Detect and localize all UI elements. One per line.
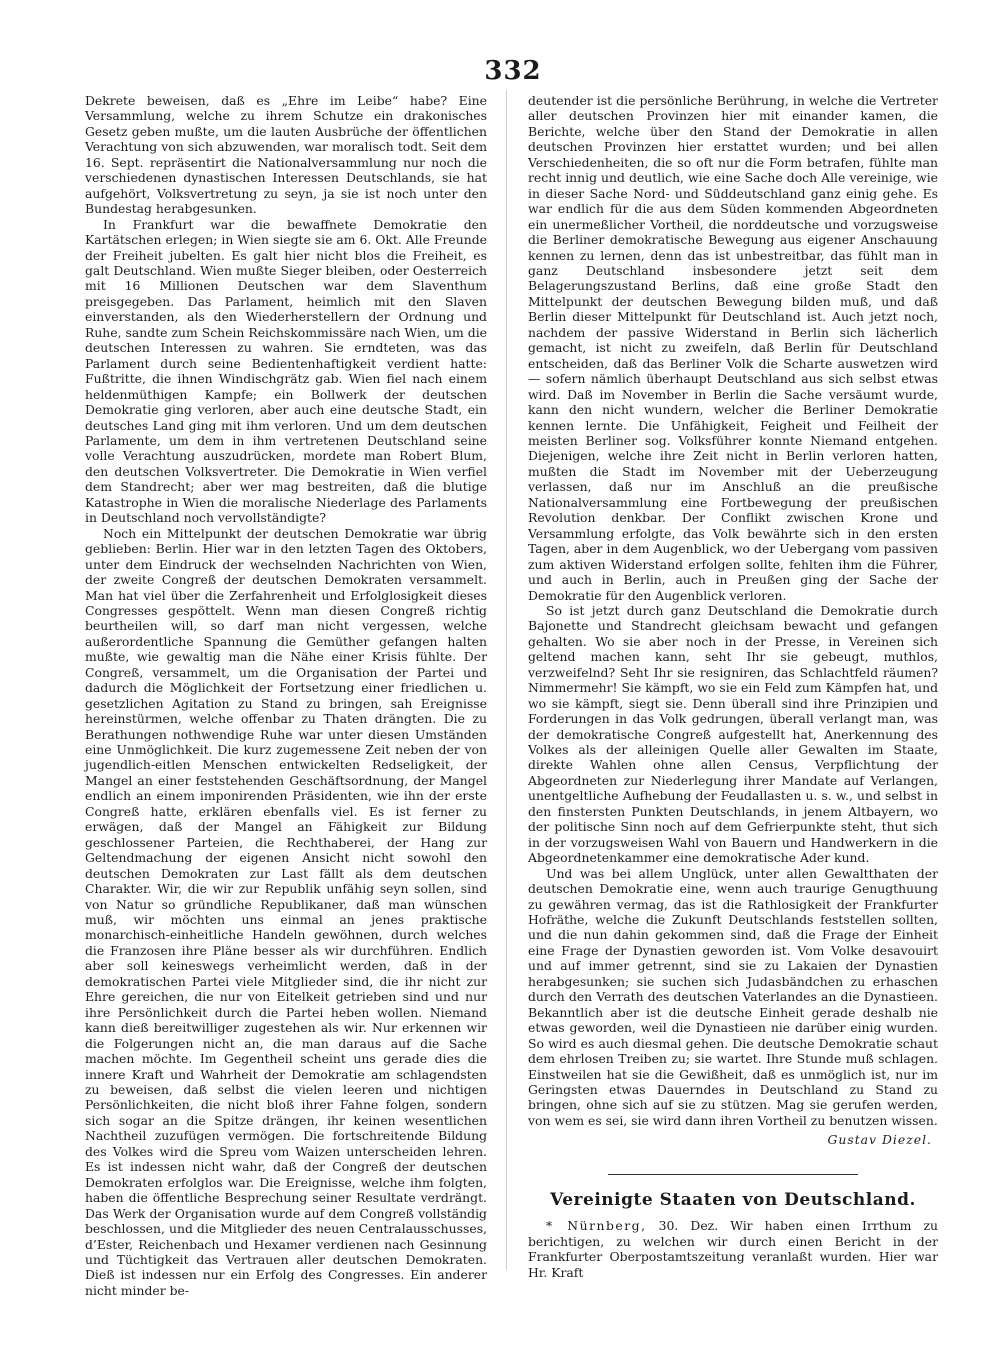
right-column (528, 93, 938, 1280)
dateline-text: 30. Dez. Wir haben einen Irrthum zu berichtigen, zu welchen wir durch einen Bericht in der Frankfurter Oberpostamtszeitung veranlaßt wurden. Hier war Hr. Kraft (528, 1218, 938, 1280)
left-column (85, 93, 487, 1298)
page-number: 332 (484, 56, 542, 86)
paragraph: Noch ein Mittelpunkt der deutschen Demokratie war übrig geblieben: Berlin. Hier war in den letzten Tagen des Oktobers, unter dem Eindruck der wechselnden Nachrichten von Wien, der zweite Congreß der deutschen Demokraten versammelt. Man hat viel über die Zerfahrenheit und Erfolglosigkeit dieses Congresses gespöttelt. Wenn man diesen Congreß richtig beurtheilen will, so darf man nicht vergessen, welche außerordentliche Spannung die Gemüther gefangen halten mußte, wie gewaltig man die Nähe einer Krisis fühlte. Der Congreß, versammelt, um die Organisation der Partei und dadurch die Möglichkeit der Fortsetzung einer friedlichen u. gesetzlichen Agitation zu Stand zu bringen, sah Ereignisse hereinstürmen, welche offenbar zu Thaten drängten. Die zu Berathungen nothwendige Ruhe war unter diesen Umständen eine Unmöglichkeit. Die kurz zugemessene Zeit neben der von jugendlich-eitlen Menschen entwickelten Redseligkeit, der Mangel an einer feststehenden Geschäftsordnung, der Mangel endlich an einem imponirenden Präsidenten, wie ihn der erste Congreß hatte, erklären ebenfalls viel. Es ist ferner zu erwägen, daß der Mangel an Fähigkeit zur Bildung geschlossener Parteien, die Rechthaberei, der Hang zur Geltendmachung der eigenen Ansicht nicht sowohl den deutschen Demokraten zur Last fällt als dem deutschen Charakter. Wir, die wir zur Republik unfähig seyn sollen, sind von Natur so gründliche Republikaner, daß man wünschen muß, wir möchten uns einmal an jenes praktische monarchisch-einheitliche Handeln gewöhnen, durch welches die Franzosen ihre Pläne besser als wir durchführen. Endlich aber soll keineswegs verheimlicht werden, daß in der demokratischen Partei viele Mitglieder sind, die ihr nicht zur Ehre gereichen, die nur von Eitelkeit getrieben sind und nur ihre Persönlichkeit durch die Partei heben wollen. Niemand kann dieß bereitwilliger zugestehen als wir. Nur erkennen wir die Folgerungen nicht an, die man daraus auf die Sache machen möchte. Im Gegentheil scheint uns gerade dies die innere Kraft und Wahrheit der Demokratie am schlagendsten zu beweisen, daß selbst die vielen leeren und nichtigen Persönlichkeiten, die nicht bloß ihrer Fahne folgen, sondern sich sogar an die Spitze drängen, ihr keinen wesentlichen Nachtheil zuzufügen vermögen. Die fortschreitende Bildung des Volkes wird die Spreu vom Waizen unterscheiden lehren. Es ist indessen nicht wahr, daß der Congreß der deutschen Demokraten erfolglos war. Die Ereignisse, welche ihm folgten, haben die öffentliche Besprechung seiner Resultate verdrängt. Das Werk der Organisation wurde auf dem Congreß vollständig beschlossen, und die Mitglieder des neuen Centralausschusses, d’Ester, Reichenbach und Hexamer verdienen nach Gesinnung und Tüchtigkeit das Vertrauen aller deutschen Demokraten. Dieß ist indessen nur ein Erfolg des Congresses. Ein anderer nicht minder be- (85, 525, 487, 1298)
dateline-place: * Nürnberg, (546, 1218, 647, 1234)
paragraph: Dekrete beweisen, daß es „Ehre im Leibe“ habe? Eine Versammlung, welche zu ihrem Schutze ein drakonisches Gesetz geben mußte, um die lauten Ausbrüche der öffentlichen Verachtung von sich abzuwenden, war moralisch todt. Seit dem 16. Sept. repräsentirt die Nationalversammlung nur noch die verschiedenen dynastischen Interessen Deutschlands, sie hat aufgehört, Volksvertretung zu seyn, ja sie ist noch unter den Bundestag herabgesunken. (85, 93, 487, 217)
author-signature: Gustav Diezel. (827, 1132, 932, 1148)
paragraph: So ist jetzt durch ganz Deutschland die Demokratie durch Bajonette und Standrecht gleichsam bewacht und gefangen gehalten. Wo sie aber noch in der Presse, in Vereinen sich geltend machen kann, seht Ihr sie gebeugt, muthlos, verzweifelnd? Seht Ihr sie resigniren, das Schlachtfeld räumen? Nimmermehr! Sie kämpft, wo sie ein Feld zum Kämpfen hat, und wo sie kämpft, siegt sie. Denn überall sind ihre Prinzipien und Forderungen in das Volk gedrungen, überall verlangt man, was der demokratische Congreß aufgestellt hat, Anerkennung des Volkes als der alleinigen Quelle aller Gewalten im Staate, direkte Wahlen ohne allen Census, Verpflichtung der Abgeordneten zur Niederlegung ihrer Mandate auf Verlangen, unentgeltliche Aufhebung der Feudallasten u. s. w., und selbst in den finstersten Punkten Deutschlands, in jenem Altbayern, wo der politische Sinn noch auf dem Gefrierpunkte steht, thut sich in der vorzugsweisen Wahl von Bauern und Handwerkern in die Abgeordnetenkammer eine demokratische Ader kund. (528, 602, 938, 866)
paragraph: deutender ist die persönliche Berührung, in welche die Vertreter aller deutschen Provinzen hier mit einander kamen, die Berichte, welche über den Stand der Demokratie in allen deutschen Provinzen hier erstattet wurden; und bei allen Verschiedenheiten, die so oft nur die Form betrafen, fühlte man recht innig und deutlich, wie eine Sache doch Alle vereinige, wie in dieser Sache Nord- und Süddeutschland ganz einig gehe. Es war endlich für die aus dem Süden kommenden Abgeordneten ein unermeßlicher Vortheil, die norddeutsche und vorzugsweise die Berliner demokratische Bewegung aus eigener Anschauung kennen zu lernen, denn das ist unbestreitbar, das fühlt man in ganz Deutschland insbesondere jetzt seit dem Belagerungszustand Berlins, daß eine große Stadt den Mittelpunkt der deutschen Bewegung bilden muß, und daß Berlin dieser Mittelpunkt für Deutschland ist. Auch jetzt noch, nachdem der passive Widerstand in Berlin sich lächerlich gemacht, ist nicht zu zweifeln, daß Berlin für Deutschland entscheiden, daß das Berliner Volk die Scharte auswetzen wird — sofern nämlich überhaupt Deutschland aus sich selbst etwas wird. Daß im November in Berlin die Sache versäumt wurde, kann den nicht wundern, welcher die Berliner Demokratie kennen lernte. Die Unfähigkeit, Feigheit und Feilheit der meisten Berliner sog. Volksführer konnte Niemand entgehen. Diejenigen, welche ihre Zeit nicht in Berlin verloren hatten, mußten die Stadt im November mit der Ueberzeugung verlassen, daß nur im Anschluß an die preußische Nationalversammlung eine Fortbewegung der preußischen Revolution denkbar. Der Conflikt zwischen Krone und Versammlung erfolgte, das Volk bewährte sich in den ersten Tagen, aber in dem Augenblick, wo der Uebergang vom passiven zum aktiven Widerstand erfolgen sollte, fehlten ihm die Führer, und auch in Berlin, auch in Preußen ging der Sache der Demokratie für den Augenblick verloren. (528, 93, 938, 603)
section-heading: Vereinigte Staaten von Deutschland. (550, 1189, 916, 1210)
column-gutter (506, 90, 507, 1270)
separator-rule (608, 1174, 858, 1175)
dateline-paragraph (528, 1218, 938, 1280)
paragraph: In Frankfurt war die bewaffnete Demokratie den Kartätschen erlegen; in Wien siegte sie am 6. Okt. Alle Freunde der Freiheit jubelten. Es galt hier nicht blos die Freiheit, es galt Deutschland. Wien mußte Sieger bleiben, oder Oesterreich mit 16 Millionen Deutschen war dem Slaventhum preisgegeben. Das Parlament, heimlich mit den Slaven einverstanden, als den Wiederherstellern der Ordnung und Ruhe, sandte zum Schein Reichskommissäre nach Wien, um die deutschen Interessen zu wahren. Sie erndteten, was das Parlament durch seine Bedientenhaftigkeit verdient hatte: Fußtritte, die ihnen Windischgrätz gab. Wien fiel nach einem heldenmüthigen Kampfe; ein Bollwerk der deutschen Demokratie ging verloren, aber auch eine deutsche Stadt, ein deutsches Land ging mit ihm verloren. Und um dem deutschen Parlamente, um dem in ihm vertretenen Deutschland seine volle Verachtung auszudrücken, mordete man Robert Blum, den deutschen Volksvertreter. Die Demokratie in Wien verfiel dem Standrecht; aber wer mag bestreiten, daß die blutige Katastrophe in Wien die moralische Niederlage des Parlaments in Deutschland noch vervollständigte? (85, 216, 487, 526)
paragraph: Und was bei allem Unglück, unter allen Gewaltthaten der deutschen Demokratie eine, wenn auch traurige Genugthuung zu gewähren vermag, das ist die Rathlosigkeit der Frankfurter Hofräthe, welche die Zukunft Deutschlands feststellen sollten, und die nun dahin gekommen sind, daß die Frage der Einheit eine Frage der Dynastien geworden ist. Vom Volke desavouirt und auf immer getrennt, sind sie zu Lakaien der Dynastien herabgesunken; sie suchen sich Judasbändchen zu erhaschen durch den Verrath des deutschen Vaterlandes an die Dynastieen. Bekanntlich aber ist die deutsche Einheit gerade deshalb nie etwas geworden, weil die Dynastieen nie darüber einig wurden. So wird es auch diesmal gehen. Die deutsche Demokratie schaut dem ehrlosen Treiben zu; sie wartet. Ihre Stunde muß schlagen. Einstweilen hat sie die Gewißheit, daß es unmöglich ist, nur im Geringsten etwas Dauerndes in Deutschland zu Stand zu bringen, ohne sich auf sie zu stützen. Mag sie gerufen werden, von wem es sei, sie wird dann ihren Vortheil zu benutzen wissen. (528, 865, 938, 1128)
